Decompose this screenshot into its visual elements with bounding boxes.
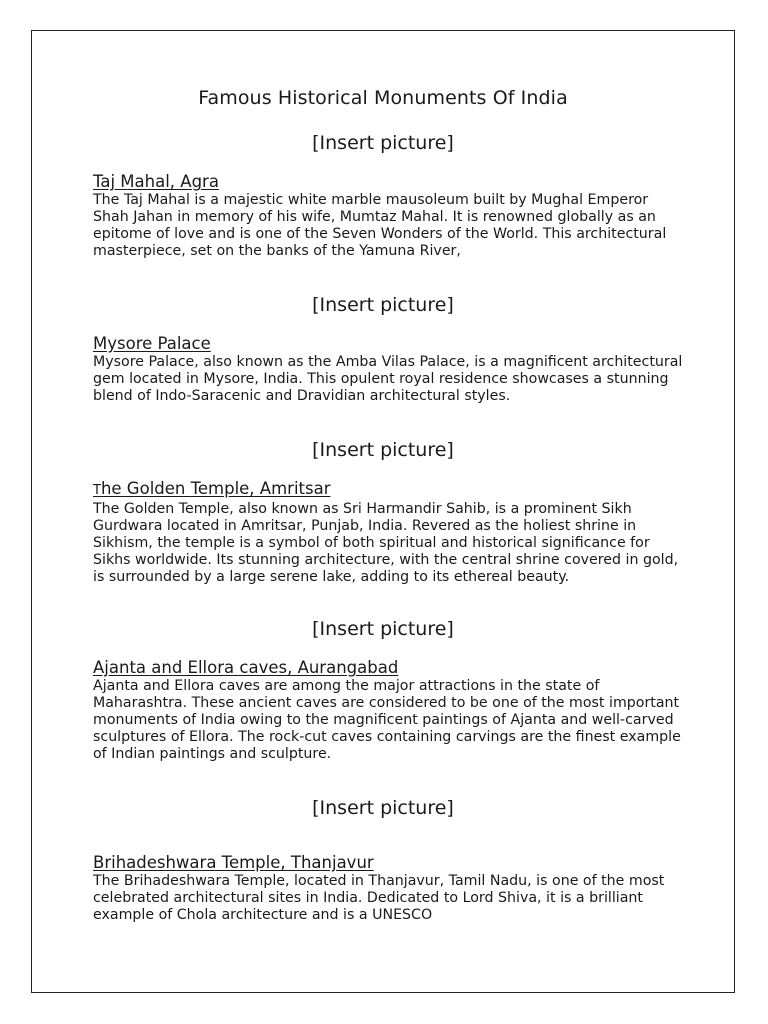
section-body: Mysore Palace, also known as the Amba Vilas Palace, is a magnificent architectural gem located in Mysore, India. This opulent royal residence showcases a stunning blend of Indo-Saracenic and Dravidian architectural styles. — [93, 354, 683, 404]
section-heading — [93, 479, 683, 501]
picture-placeholder: [Insert picture] — [312, 439, 454, 461]
section-heading: Ajanta and Ellora caves, Aurangabad — [93, 658, 399, 677]
section-brihadeshwara — [93, 853, 683, 924]
picture-placeholder: [Insert picture] — [312, 618, 454, 640]
section-body: Ajanta and Ellora caves are among the major attractions in the state of Maharashtra. These ancient caves are considered to be one of the most important monuments of India owing to the magnificent paintings of Ajanta and well-carved sculptures of Ellora. The rock-cut caves containing carvings are the finest example of Indian paintings and sculpture. — [93, 678, 681, 762]
picture-placeholder: [Insert picture] — [312, 797, 454, 819]
section-body: The Brihadeshwara Temple, located in Thanjavur, Tamil Nadu, is one of the most celebrated architectural sites in India. Dedicated to Lord Shiva, it is a brilliant example of Chola architecture and is a UNESCO — [93, 873, 665, 923]
heading-rest: he Golden Temple, Amritsar — [100, 479, 331, 498]
section-mysore-palace — [93, 334, 683, 405]
section-body: The Taj Mahal is a majestic white marble mausoleum built by Mughal Emperor Shah Jahan in memory of his wife, Mumtaz Mahal. It is renowned globally as an epitome of love and is one of the Seven Wonders of the World. This architectural masterpiece, set on the banks of the Yamuna River, — [93, 192, 667, 259]
picture-placeholder: [Insert picture] — [312, 294, 454, 316]
section-golden-temple — [93, 479, 683, 586]
document-page — [31, 30, 735, 993]
document-title: Famous Historical Monuments Of India — [198, 87, 568, 109]
section-body: The Golden Temple, also known as Sri Harmandir Sahib, is a prominent Sikh Gurdwara located in Amritsar, Punjab, India. Revered as the holiest shrine in Sikhism, the temple is a symbol of both spiritual and historical significance for Sikhs worldwide. Its stunning architecture, with the central shrine covered in gold, is surrounded by a large serene lake, adding to its ethereal beauty. — [93, 501, 679, 585]
section-ajanta-ellora — [93, 658, 683, 763]
section-heading: Brihadeshwara Temple, Thanjavur — [93, 853, 374, 872]
heading-first-letter: T — [93, 483, 101, 498]
picture-placeholder: [Insert picture] — [312, 132, 454, 154]
section-heading: Taj Mahal, Agra — [93, 172, 219, 191]
section-heading: Mysore Palace — [93, 334, 211, 353]
section-taj-mahal — [93, 172, 683, 260]
